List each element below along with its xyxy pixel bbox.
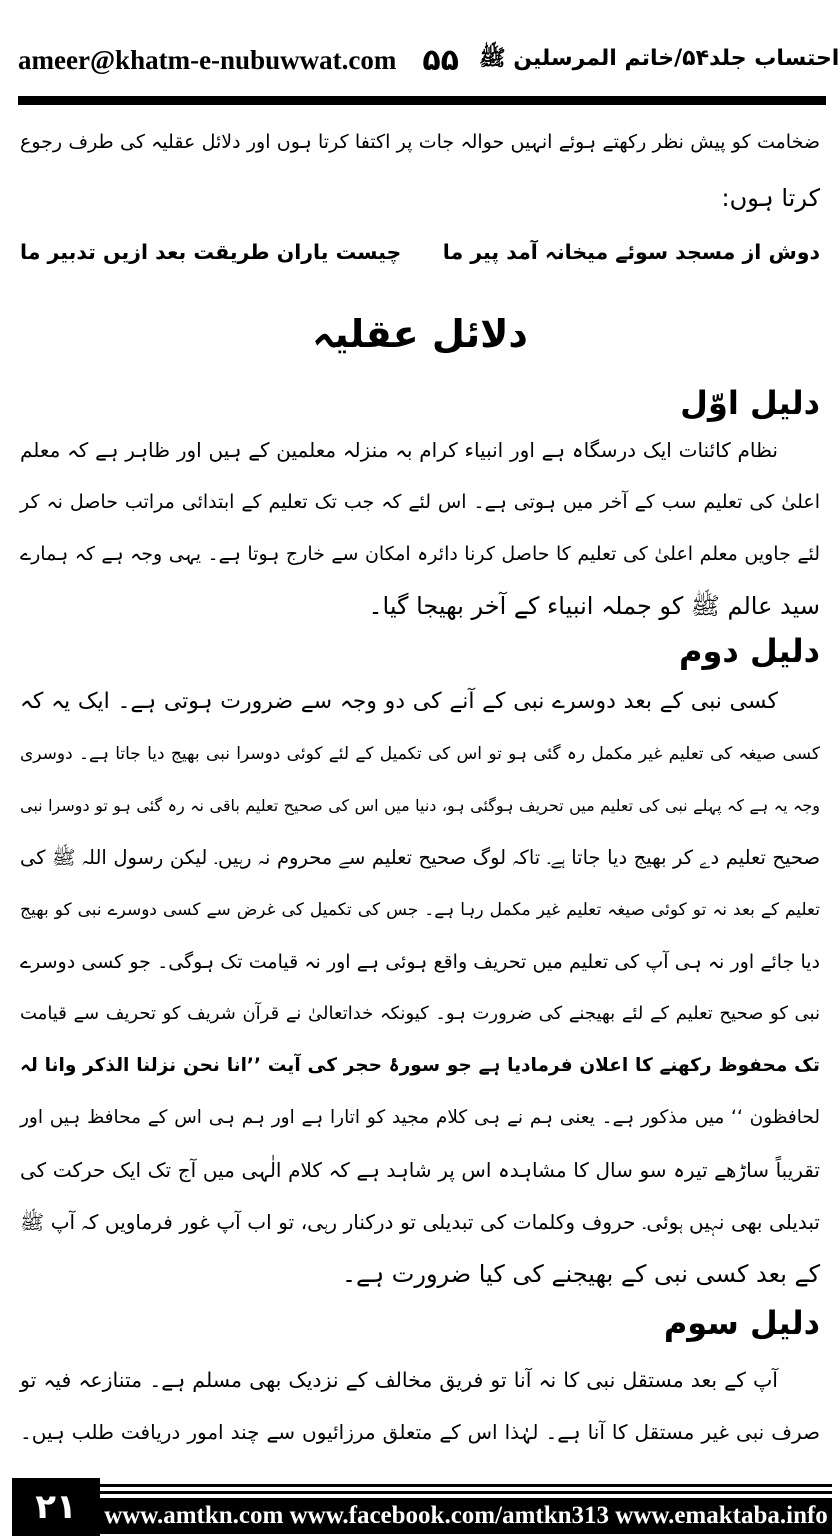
footer-rule — [100, 1484, 832, 1487]
heading-daleel-1: دلیل اوّل — [680, 384, 820, 422]
text-line: تک محفوظ رکھنے کا اعلان فرمادیا ہے جو سورۂ حجر کی آیت ’’انا نحن نزلنا الذکر وانا لہ — [20, 1055, 820, 1076]
text-line: لحافظون ‘‘ میں مذکور ہے۔ یعنی ہم نے ہی کلام مجید کو اتارا ہے اور ہم ہی اس کے محافظ ہیں اور — [20, 1107, 820, 1128]
poem-first-hemistich: دوش از مسجد سوئے میخانہ آمد پیر ما — [442, 240, 820, 264]
text-line: کسی نبی کے بعد دوسرے نبی کے آنے کی دو وجہ سے ضرورت ہوتی ہے۔ ایک یہ کہ — [20, 689, 778, 714]
poem-couplet — [20, 232, 820, 272]
poem-second-hemistich: چیست یاران طریقت بعد ازیں تدبیر ما — [20, 240, 402, 264]
header-book-title: احتساب جلد۵۴/خاتم المرسلین ﷺ — [478, 46, 840, 71]
header-rule — [18, 96, 826, 105]
text-line: کرتا ہوں: — [721, 184, 820, 212]
text-line: کسی صیغہ کی تعلیم غیر مکمل رہ گئی ہو تو اس کی تکمیل کے لئے کوئی دوسرا نبی بھیج دیا جاتا ہے۔ دوسری — [20, 744, 820, 764]
text-line: دیا جائے اور نہ ہی آپ کی تعلیم میں تحریف واقع ہوئی ہے اور نہ قیامت تک ہوگی۔ جو کسی دوسرے — [20, 951, 820, 973]
header-page-number: ۵۵ — [422, 42, 459, 78]
text-line: تعلیم کے بعد نہ تو کوئی صیغہ تعلیم غیر مکمل رہا ہے۔ جس کی تکمیل کی غرض سے کسی دوسرے نبی کو بھیج — [20, 900, 820, 920]
text-line: آپ کے بعد مستقل نبی کا نہ آنا تو فریق مخالف کے نزدیک بھی مسلم ہے۔ متنازعہ فیہ تو — [20, 1368, 778, 1392]
text-line: صرف نبی غیر مستقل کا آنا ہے۔ لہٰذا اس کے متعلق مرزائیوں سے چند امور دریافت طلب ہیں۔ — [20, 1420, 820, 1444]
heading-daleel-3: دلیل سوم — [663, 1304, 820, 1342]
text-line: نظام کائنات ایک درسگاہ ہے اور انبیاء کرام بہ منزلہ معلمین کے ہیں اور ظاہر ہے کہ معلم — [20, 438, 778, 462]
footer-links: www.amtkn.com www.facebook.com/amtkn313 www.emaktaba.info — [100, 1498, 832, 1534]
page-header — [18, 38, 840, 82]
text-line: وجہ یہ ہے کہ پہلے نبی کی تعلیم میں تحریف ہوگئی ہو، دنیا میں اس کی صحیح تعلیم باقی نہ رہ گئی ہو تو دوسرا نبی — [20, 796, 820, 815]
text-line: ضخامت کو پیش نظر رکھتے ہوئے انہیں حوالہ جات پر اکتفا کرتا ہوں اور دلائل عقلیہ کی طرف رجوع — [20, 131, 820, 153]
text-line: لئے جاویں معلم اعلیٰ کی تعلیم کا حاصل کرنا دائرہ امکان سے خارج ہوتا ہے۔ یہی وجہ ہے کہ ہمارے — [20, 543, 820, 565]
text-line: کے بعد کسی نبی کے بھیجنے کی کیا ضرورت ہے۔ — [341, 1260, 820, 1288]
header-email: ameer@khatm-e-nubuwwat.com — [18, 44, 397, 75]
footer-page-number: ۲۱ — [12, 1478, 100, 1536]
text-line: سید عالم ﷺ کو جملہ انبیاء کے آخر بھیجا گیا۔ — [368, 592, 820, 620]
text-line: تبدیلی بھی نہیں ہوئی۔ حروف وکلمات کی تبدیلی تو درکنار رہی، تو اب آپ غور فرماویں کہ آپ ﷺ — [20, 1210, 820, 1234]
footer-rule — [100, 1491, 832, 1494]
heading-daleel-2: دلیل دوم — [679, 632, 820, 670]
text-line: نبی کو صحیح تعلیم کے لئے بھیجنے کی ضرورت ہو۔ کیونکہ خداتعالیٰ نے قرآن شریف کو تحریف سے قیامت — [20, 1003, 820, 1024]
text-line: تقریباً ساڑھے تیرہ سو سال کا مشاہدہ اس پر شاہد ہے کہ کلام الٰہی میں آج تک ایک حرکت کی — [20, 1158, 820, 1182]
text-line: صحیح تعلیم دے کر بھیج دیا جاتا ہے۔ تاکہ لوگ صحیح تعلیم سے محروم نہ رہیں۔ لیکن رسول اللہ ﷺ کی — [20, 846, 820, 869]
text-line: اعلیٰ کی تعلیم سب کے آخر میں ہوتی ہے۔ اس لئے کہ جب تک تعلیم کے ابتدائی مراتب حاصل نہ کر — [20, 491, 820, 513]
section-title: دلائل عقلیہ — [312, 312, 528, 356]
